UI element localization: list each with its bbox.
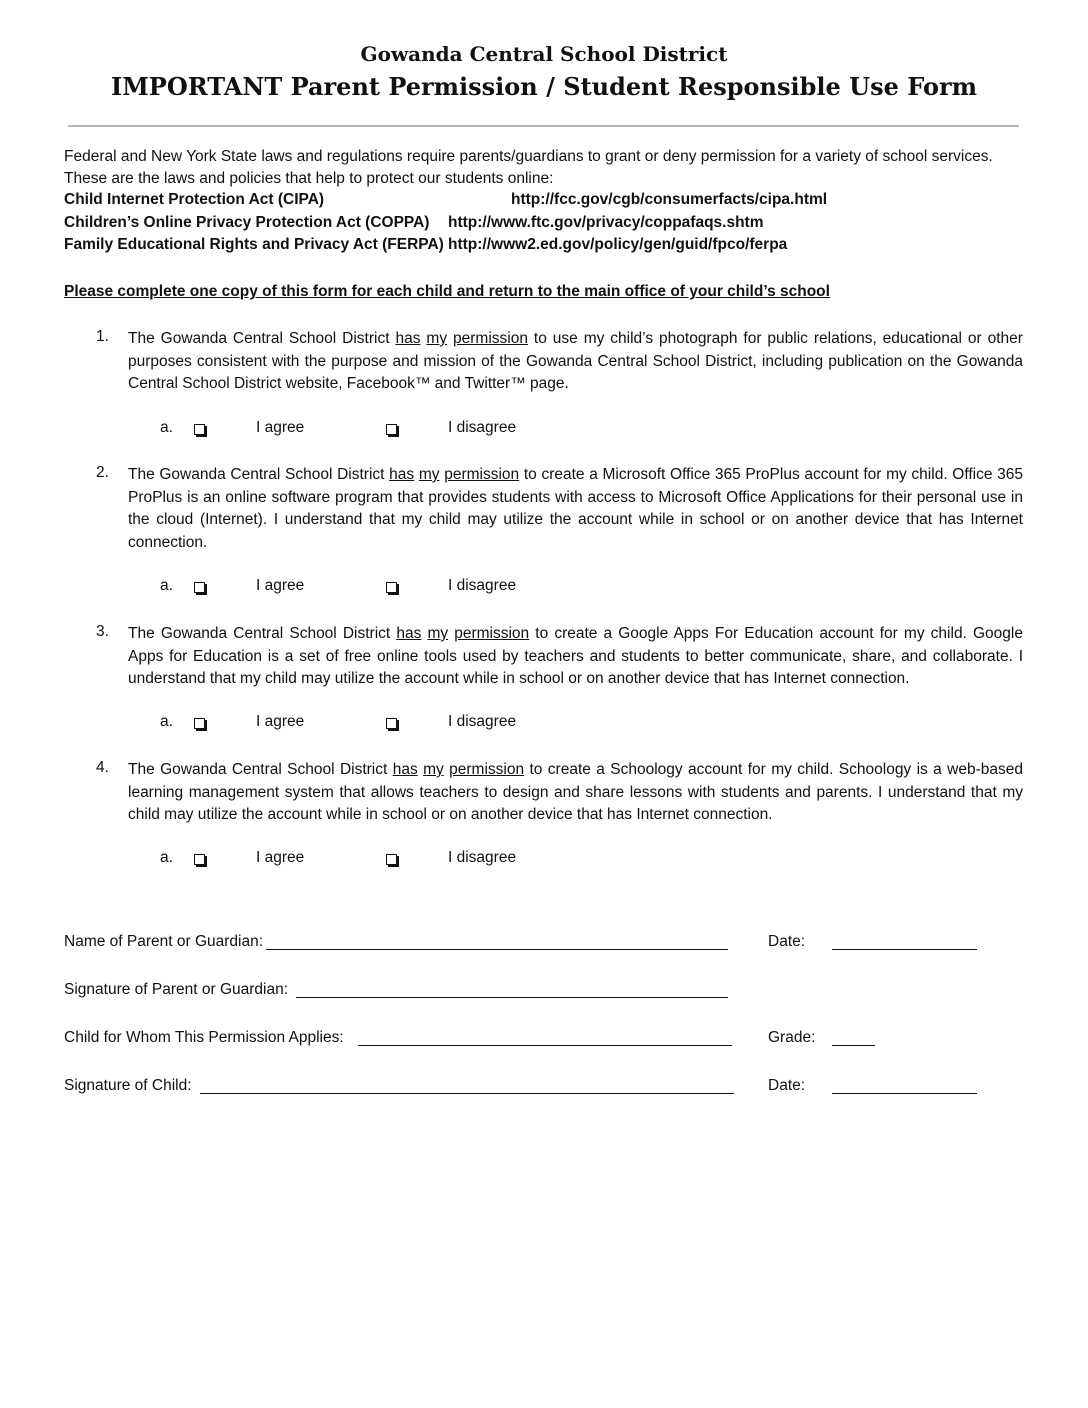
disagree-label: I disagree [448, 849, 517, 866]
instruction-text: Please complete one copy of this form for each child and return to the main office of your child’s school [64, 283, 830, 300]
date-label: Date: [768, 933, 806, 950]
disagree-label: I disagree [448, 713, 517, 730]
form-title: IMPORTANT Parent Permission / Student Responsible Use Form [110, 72, 977, 101]
intro-line-2: These are the laws and policies that help to protect our students online: [64, 170, 554, 187]
agree-checkbox[interactable] [194, 718, 205, 729]
agree-label: I agree [256, 849, 305, 866]
item-number: 4. [96, 759, 109, 776]
law-name-coppa: Children’s Online Privacy Protection Act (COPPA) [64, 214, 430, 231]
disagree-checkbox[interactable] [386, 582, 397, 593]
item-text: The Gowanda Central School District has my permission to create a Schoology account for my child. Schoology is a web-based learning management system that allows teachers to design and share lessons with students and parents. I understand that my child may utilize the account while in school or on another device that has Internet connection. [128, 761, 1023, 823]
choice-row-3 [0, 713, 1088, 735]
child-name-label: Child for Whom This Permission Applies: [64, 1029, 344, 1046]
disagree-checkbox[interactable] [386, 424, 397, 435]
choice-row-2 [0, 577, 1088, 599]
item-text: The Gowanda Central School District has my permission to use my child’s photograph for public relations, educational or other purposes consistent with the purpose and mission of the Gowanda Central School District, including publication on the Gowanda Central School District website, Facebook™ and Twitter™ page. [128, 330, 1023, 392]
child-name-field[interactable] [358, 1045, 732, 1046]
choice-letter: a. [160, 849, 173, 866]
item-number: 3. [96, 623, 109, 640]
district-name: Gowanda Central School District [360, 42, 728, 66]
choice-row-1 [0, 419, 1088, 441]
item-number: 2. [96, 464, 109, 481]
choice-letter: a. [160, 577, 173, 594]
choice-letter: a. [160, 419, 173, 436]
parent-signature-label: Signature of Parent or Guardian: [64, 981, 289, 998]
agree-label: I agree [256, 713, 305, 730]
law-url-cipa[interactable]: http://fcc.gov/cgb/consumerfacts/cipa.html [511, 191, 828, 208]
parent-signature-field[interactable] [296, 997, 728, 998]
disagree-checkbox[interactable] [386, 854, 397, 865]
law-name-cipa: Child Internet Protection Act (CIPA) [64, 191, 325, 208]
choice-row-4 [0, 849, 1088, 871]
agree-checkbox[interactable] [194, 854, 205, 865]
agree-checkbox[interactable] [194, 582, 205, 593]
agree-checkbox[interactable] [194, 424, 205, 435]
choice-letter: a. [160, 713, 173, 730]
item-number: 1. [96, 328, 109, 345]
disagree-label: I disagree [448, 419, 517, 436]
agree-label: I agree [256, 419, 305, 436]
parent-name-label: Name of Parent or Guardian: [64, 933, 264, 950]
intro-line-1: Federal and New York State laws and regulations require parents/guardians to grant or deny permission for a variety of school services. [64, 148, 993, 165]
item-text: The Gowanda Central School District has my permission to create a Google Apps For Education account for my child. Google Apps for Education is a set of free online tools used by teachers and students to better communicate, share, and collaborate. I understand that my child may utilize the account while in school or on another device that has Internet connection. [128, 625, 1023, 687]
child-signature-field[interactable] [200, 1093, 734, 1094]
agree-label: I agree [256, 577, 305, 594]
law-url-ferpa[interactable]: http://www2.ed.gov/policy/gen/guid/fpco/ferpa [448, 236, 788, 253]
disagree-checkbox[interactable] [386, 718, 397, 729]
grade-field[interactable] [832, 1045, 875, 1046]
parent-name-field[interactable] [266, 949, 728, 950]
grade-label: Grade: [768, 1029, 816, 1046]
law-name-ferpa: Family Educational Rights and Privacy Act (FERPA) [64, 236, 444, 253]
item-text: The Gowanda Central School District has my permission to create a Microsoft Office 365 ProPlus account for my child. Office 365 ProPlus is an online software program that provides students with access to Microsoft Office Applications for their personal use in the cloud (Internet). I understand that my child may utilize the account while in school or on another device that has Internet connection. [128, 466, 1024, 551]
law-url-coppa[interactable]: http://www.ftc.gov/privacy/coppafaqs.shtm [448, 214, 764, 231]
child-signature-label: Signature of Child: [64, 1077, 192, 1094]
disagree-label: I disagree [448, 577, 517, 594]
parent-date-field[interactable] [832, 949, 977, 950]
child-date-field[interactable] [832, 1093, 977, 1094]
header-divider [68, 125, 1019, 127]
date-label: Date: [768, 1077, 806, 1094]
